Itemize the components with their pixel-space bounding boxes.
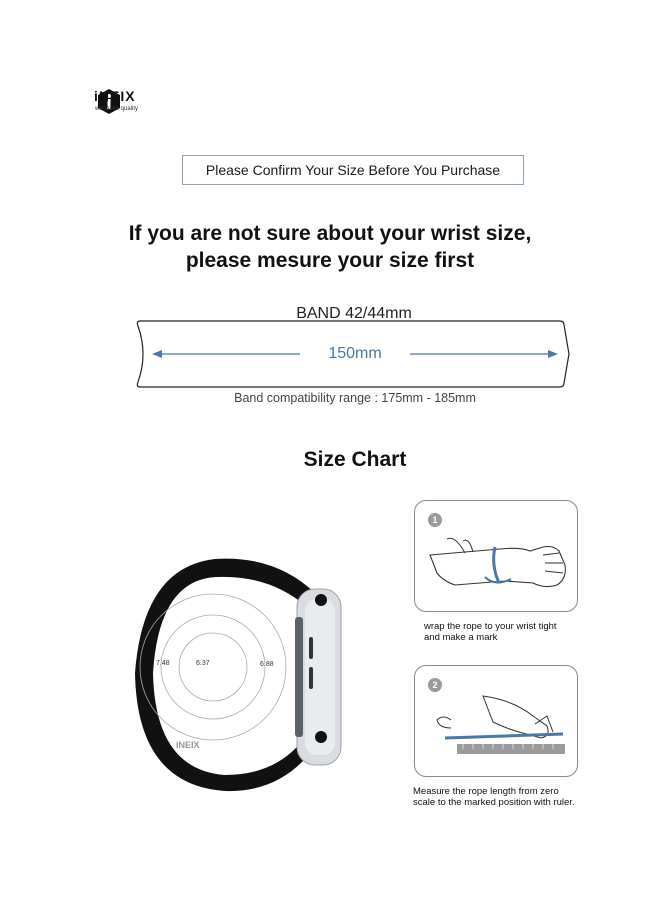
step-1-caption-line-1: wrap the rope to your wrist tight — [424, 621, 557, 632]
ring-label-middle: 6.37 — [196, 660, 210, 667]
ruler-measure-icon — [423, 686, 573, 766]
step-1-card — [414, 500, 578, 612]
step-2-caption-line-1: Measure the rope length from zero — [413, 786, 559, 797]
step-1-number: 1 — [428, 513, 442, 527]
watch-band-illustration — [125, 555, 350, 800]
band-compatibility: Band compatibility range : 175mm - 185mm — [234, 391, 476, 405]
step-2-caption — [413, 786, 643, 808]
confirm-size-text: Please Confirm Your Size Before You Purchase — [205, 162, 501, 178]
step-2-card — [414, 665, 578, 777]
brand-name: iNEIX — [94, 88, 136, 104]
brand-tagline: we make quality — [95, 106, 139, 112]
wrist-wrap-icon — [425, 525, 575, 605]
ring-label-inner: 6.88 — [260, 661, 274, 668]
step-2-caption-line-2: scale to the marked position with ruler. — [413, 797, 575, 808]
headline-line-1: If you are not sure about your wrist size, — [128, 222, 532, 245]
watch-case-icon — [295, 589, 341, 765]
band-title: BAND 42/44mm — [296, 305, 412, 322]
band-length-label: 150mm — [300, 345, 410, 363]
size-chart-title: Size Chart — [303, 448, 407, 471]
ring-label-outer: 7.48 — [156, 660, 170, 667]
watermark: iNEIX — [176, 740, 200, 750]
step-1-caption-line-2: and make a mark — [424, 632, 498, 643]
measure-headline — [80, 220, 580, 274]
step-2-number: 2 — [428, 678, 442, 692]
headline-line-2: please mesure your size first — [185, 249, 475, 272]
confirm-size-banner — [182, 155, 524, 185]
step-1-caption — [424, 621, 624, 643]
solo-loop-band-icon — [135, 559, 320, 791]
